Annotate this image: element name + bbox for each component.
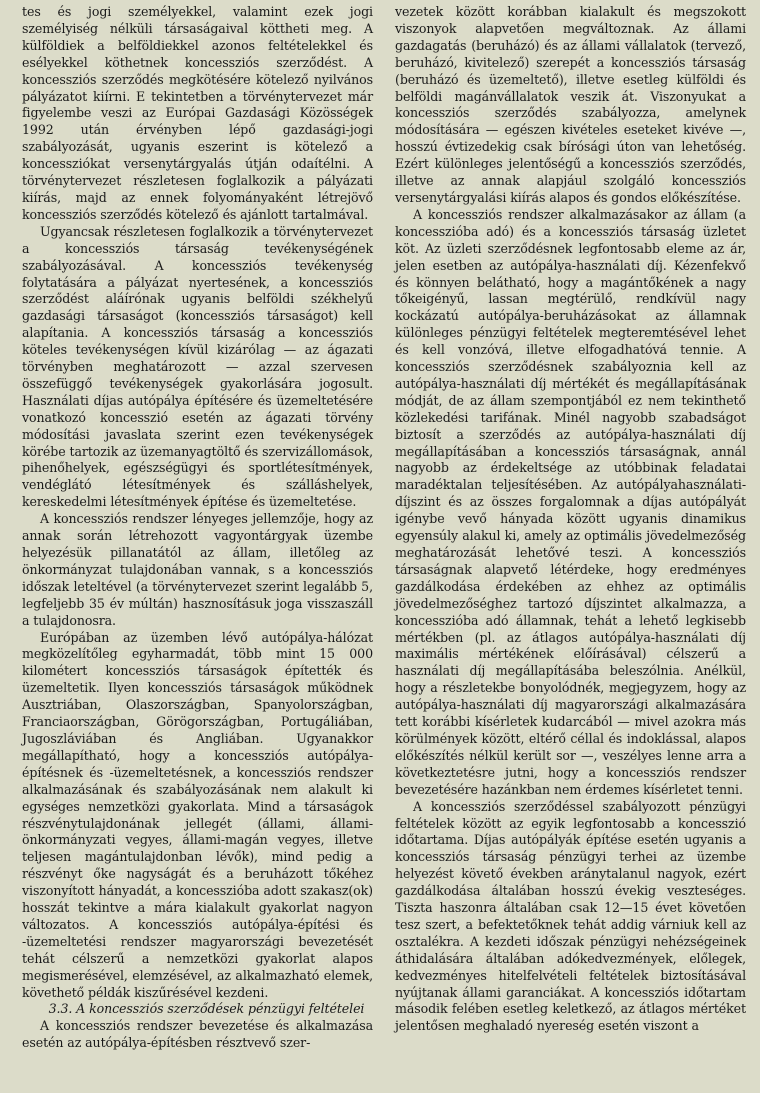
- section-heading: 3.3. A koncessziós szerződések pénzügyi feltételei: [48, 1001, 365, 1017]
- paragraph: A koncessziós szerződéssel szabályozott pénzügyi feltételek között az egyik legfontosabb a koncesszió időtartama. Díjas autópályák építése esetén ugyanis a koncessziós társaság pénzügyi terhei az üzembe helyezést követő években aránytalanul nagyok, ezért gazdálkodása általában hosszú évekig veszteséges. Tiszta haszonra általában csak 12—15 évet követően tesz szert, a befektetőknek tehát addig várniuk kell az osztalékra. A kezdeti időszak pénzügyi nehézségeinek áthidalására általában adókedvezmények, előlegek, kedvezményes hitelfelvételi feltételek biztosításával nyújtanak állami garanciákat. A koncessziós időtartam második felében esetleg keletkező, az átlagos mértéket jelentősen meghaladó nyereség esetén viszont a: [395, 798, 746, 1034]
- paragraph: A koncessziós rendszer lényeges jellemzője, hogy az annak során létrehozott vagyontárgyak üzembe helyezésük pillanatától az állam, illetőleg az önkormányzat tulajdonában vannak, s a koncessziós időszak leteltével (a törvénytervezet szerint legalább 5, legfeljebb 35 év múltán) hasznosításuk joga visszaszáll a tulajdonosra.: [22, 511, 373, 628]
- paragraph: A koncessziós rendszer alkalmazásakor az állam (a koncesszióba adó) és a koncessziós társaság üzletet köt. Az üzleti szerződésnek legfontosabb eleme az ár, jelen esetben az autópálya-használati díj. Kézenfekvő és könnyen belátható, hogy a magántőkének a nagy tőkeigényű, lassan megtérülő, rendkívül nagy kockázatú autópálya-beruházásokat az államnak különleges pénzügyi feltételek megteremtésével lehet és kell vonzóvá, illetve elfogadhatóvá tennie. A koncessziós szerződésnek szabályoznia kell az autópálya-használati díj mértékét és megállapításának módját, de az állam szempontjából ez nem tekinthető közlekedési tarifának. Minél nagyobb szabadságot biztosít a szerződés az autópálya-használati díj megállapításában a koncessziós társaságnak, annál nagyobb az érdekeltsége az utóbbinak feladatai maradéktalan teljesítésében. Az autópályahasználati-díjszint és az összes forgalomnak a díjas autópályát igénybe vevő hányada között ugyanis dinamikus egyensúly alakul ki, amely az optimális jövedelmezőség meghatározását lehetővé teszi. A koncessziós társaságnak alapvető létérdeke, hogy eredményes gazdálkodása érdekében az ehhez az optimális jövedelmezőséghez tartozó díjszintet alkalmazza, a koncesszióba adó államnak, tehát a lehető legkisebb mértékben (pl. az átlagos autópálya-használati díj maximális mértékének előírásával) célszerű a használati díj megállapításába beleszólnia. Anélkül, hogy a részletekbe bonyolódnék, megjegyzem, hogy az autópálya-használati díj magyarországi alkalmazására tett korábbi kísérletek kudarcából — mivel azokra más körülmények között, eltérő céllal és indoklással, alapos előkészítés nélkül került sor —, veszélyes lenne arra a következtetésre jutni, hogy a koncessziós rendszer bevezetésére hazánkban nem érdemes kísérletet tenni.: [395, 206, 746, 797]
- paragraph: tes és jogi személyekkel, valamint ezek jogi személyiség nélküli társaságaival köttheti meg. A külföldiek a belföldiekkel azonos feltételekkel és esélyekkel köthetnek koncessziós szerződést. A koncessziós szerződés megkötésére kötelező nyilvános pályázatot kiírni. E tekintetben a törvénytervezet már figyelembe veszi az Európai Gazdasági Közösségek 1992 után érvényben lépő gazdasági-jogi szabályozását, ugyanis eszerint is kötelező a koncessziókat versenytárgyalás útján odaítélni. A törvénytervezet részletesen foglalkozik a pályázati kiírás, majd az ennek folyományaként létrejövő koncessziós szerződés kötelező és ajánlott tartalmával.: [22, 4, 373, 222]
- left-column: [22, 4, 373, 1093]
- right-column: [395, 4, 746, 1093]
- paragraph: Európában az üzemben lévő autópálya-hálózat megközelítőleg egyharmadát, több mint 15 000 kilométert koncessziós társaságok építették és üzemeltetik. Ilyen koncessziós társaságok működnek Ausztriában, Olaszországban, Spanyolországban, Franciaországban, Görögországban, Portugáliában, Jugoszláviában és Angliában. Ugyanakkor megállapítható, hogy a koncessziós autópálya-építésnek és -üzemeltetésnek, a koncessziós rendszer alkalmazásának és szabályozásának nem alakult ki egységes nemzetközi gyakorlata. Mind a társaságok részvénytulajdonának jellegét (állami, állami-önkormányzati vegyes, állami-magán vegyes, illetve teljesen magántulajdonban lévők), mind pedig a részvényt őke nagyságát és a beruházott tőkéhez viszonyított hányadát, a koncesszióba adott szakasz(ok) hosszát tekintve a mára kialakult gyakorlat nagyon változatos. A koncessziós autópálya-építési és -üzemeltetési rendszer magyarországi bevezetését tehát célszerű a nemzetközi gyakorlat alapos megismerésével, elemzésével, az alkalmazható elemek, követhető példák kiszűrésével kezdeni.: [22, 629, 373, 1000]
- paragraph: Ugyancsak részletesen foglalkozik a törvénytervezet a koncessziós társaság tevékenységének szabályozásával. A koncessziós tevékenység folytatására a pályázat nyertesének, a koncessziós szerződést aláírónak ugyanis belföldi székhelyű gazdasági társaságot (koncessziós társaságot) kell alapítania. A koncessziós társaság a koncessziós köteles tevékenységen kívül kizárólag — az ágazati törvényben meghatározott — azzal szervesen összefüggő tevékenységek gyakorlására jogosult. Használati díjas autópálya építésére és üzemeltetésére vonatkozó koncesszió esetén az ágazati törvény módosítási javaslata szerint ezen tevékenységek körébe tartozik az üzemanyagtöltő és szervizállomások, pihenőhelyek, egészségügyi és sportlétesítmények, vendéglátó létesítmények és szálláshelyek, kereskedelmi létesítmények építése és üzemeltetése.: [22, 223, 373, 510]
- paragraph: A koncessziós rendszer bevezetése és alkalmazása esetén az autópálya-építésben résztvevő szer-: [22, 1018, 373, 1051]
- paragraph: vezetek között korábban kialakult és megszokott viszonyok alapvetően megváltoznak. Az állami gazdagatás (beruházó) és az állami vállalatok (tervező, beruházó, kivitelező) szerepét a koncessziós társaság (beruházó és üzemeltető), illetve esetleg külföldi és belföldi magánvállalatok veszik át. Viszonyukat a koncessziós szerződés szabályozza, amelynek módosítására — egészen kivételes eseteket kivéve —, hosszú évtizedekig csak bírósági úton van lehetőség. Ezért különleges jelentőségű a koncessziós szerződés, illetve az annak alapjául szolgáló koncessziós versenytárgyalási kiírás alapos és gondos előkészítése.: [395, 4, 746, 205]
